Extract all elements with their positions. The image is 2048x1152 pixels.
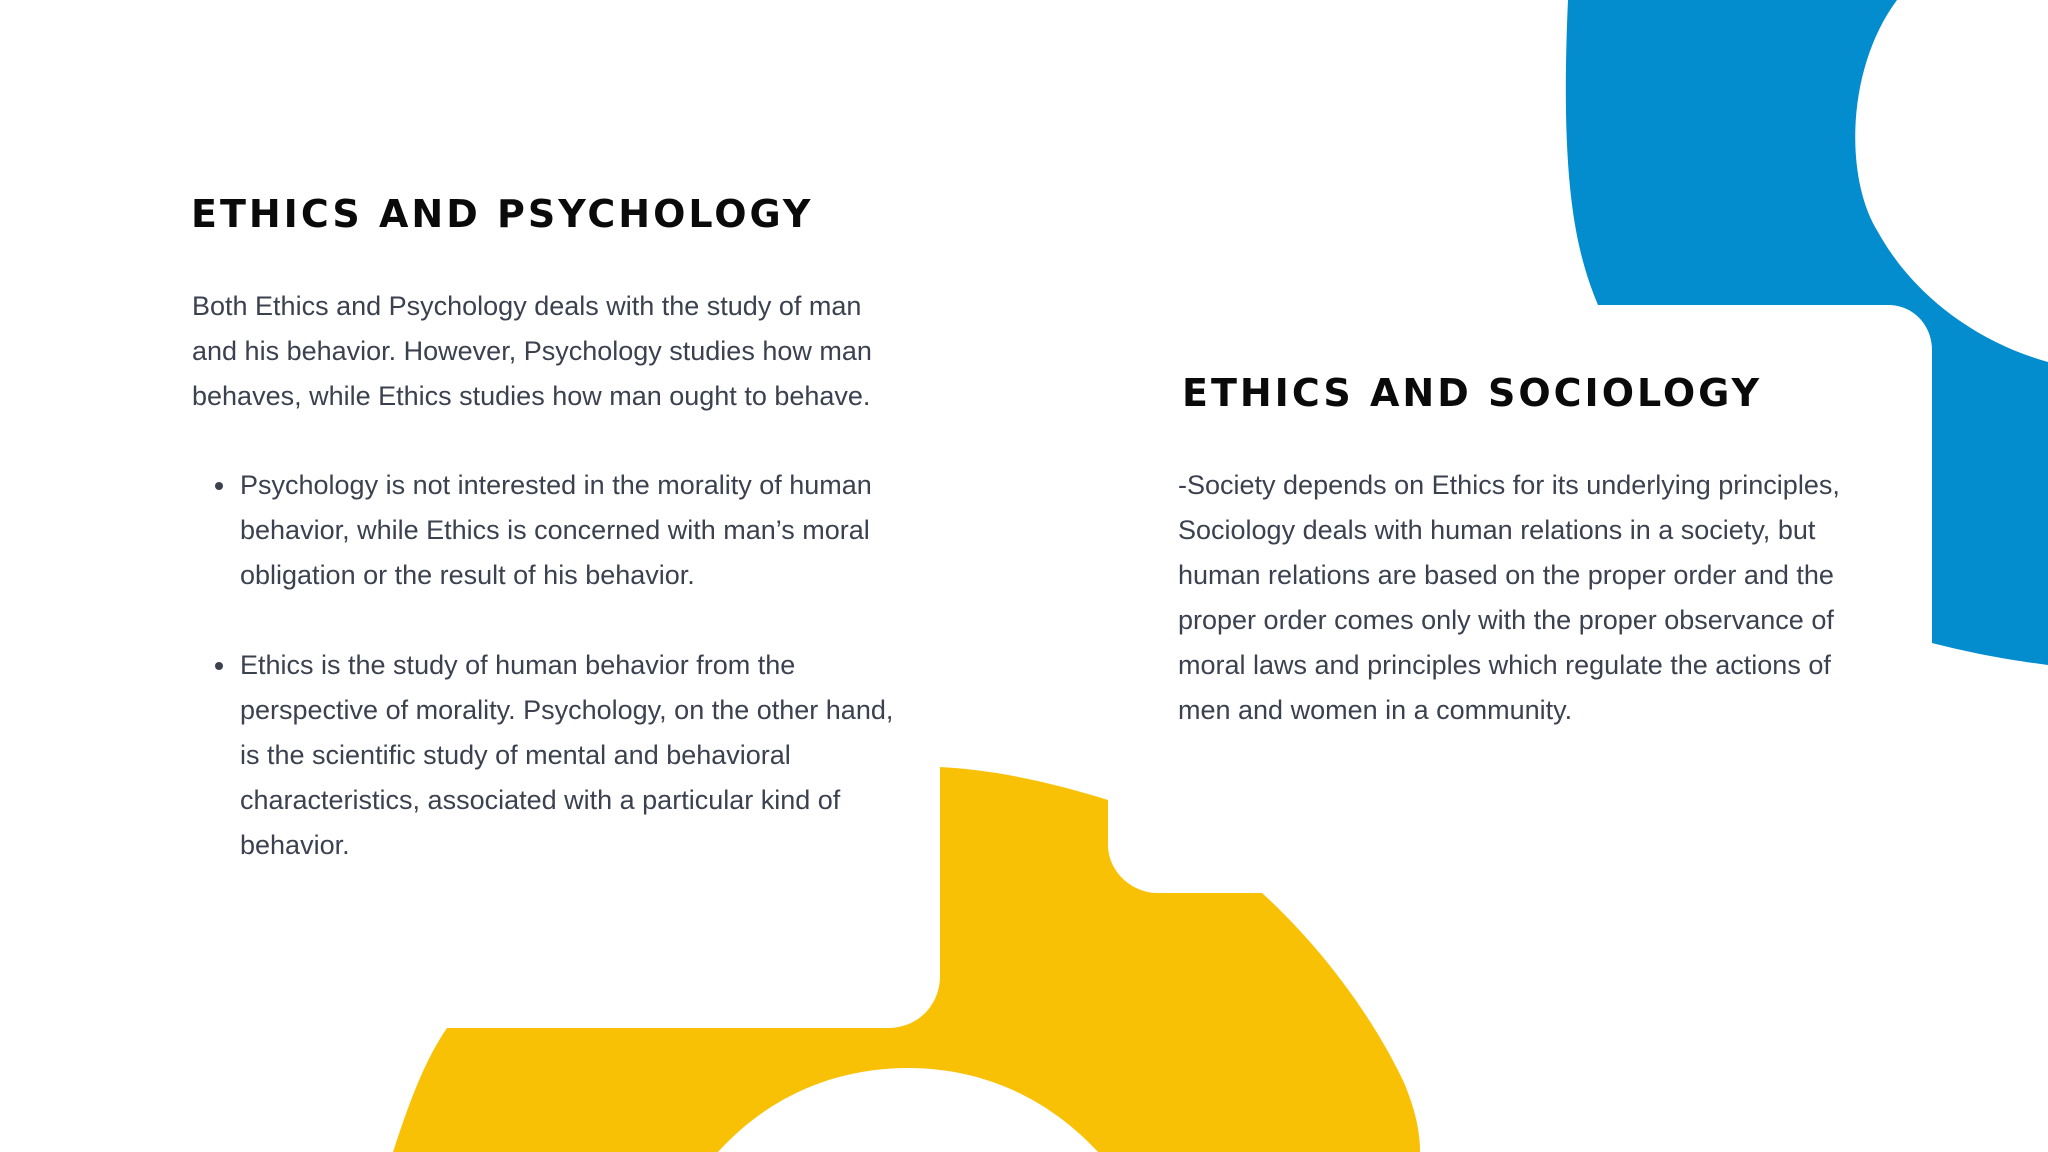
psychology-intro-paragraph: Both Ethics and Psychology deals with the study of man and his behavior. However, Psychology studies how man behaves, while Ethics studies how man ought to behave. [192,291,872,411]
psychology-heading: ETHICS AND PSYCHOLOGY [191,192,814,236]
sociology-body-paragraph: -Society depends on Ethics for its underlying principles, Sociology deals with human relations in a society, but human relations are based on the proper order and the proper order comes only with the proper observance of moral laws and principles which regulate the actions of men and women in a community. [1178,470,1840,725]
bullet-text: Psychology is not interested in the morality of human behavior, while Ethics is concerned with man’s moral obligation or the result of his behavior. [240,470,872,590]
bullet-text: Ethics is the study of human behavior from the perspective of morality. Psychology, on the other hand, is the scientific study of mental and behavioral characteristics, associated with a particular kind of behavior. [240,650,894,860]
sociology-heading: ETHICS AND SOCIOLOGY [1182,371,1763,415]
bullet-dot-icon [215,662,223,670]
psychology-bullet-list [192,463,912,913]
bullet-item [192,643,912,868]
bullet-dot-icon [215,482,223,490]
bullet-item [192,463,912,598]
